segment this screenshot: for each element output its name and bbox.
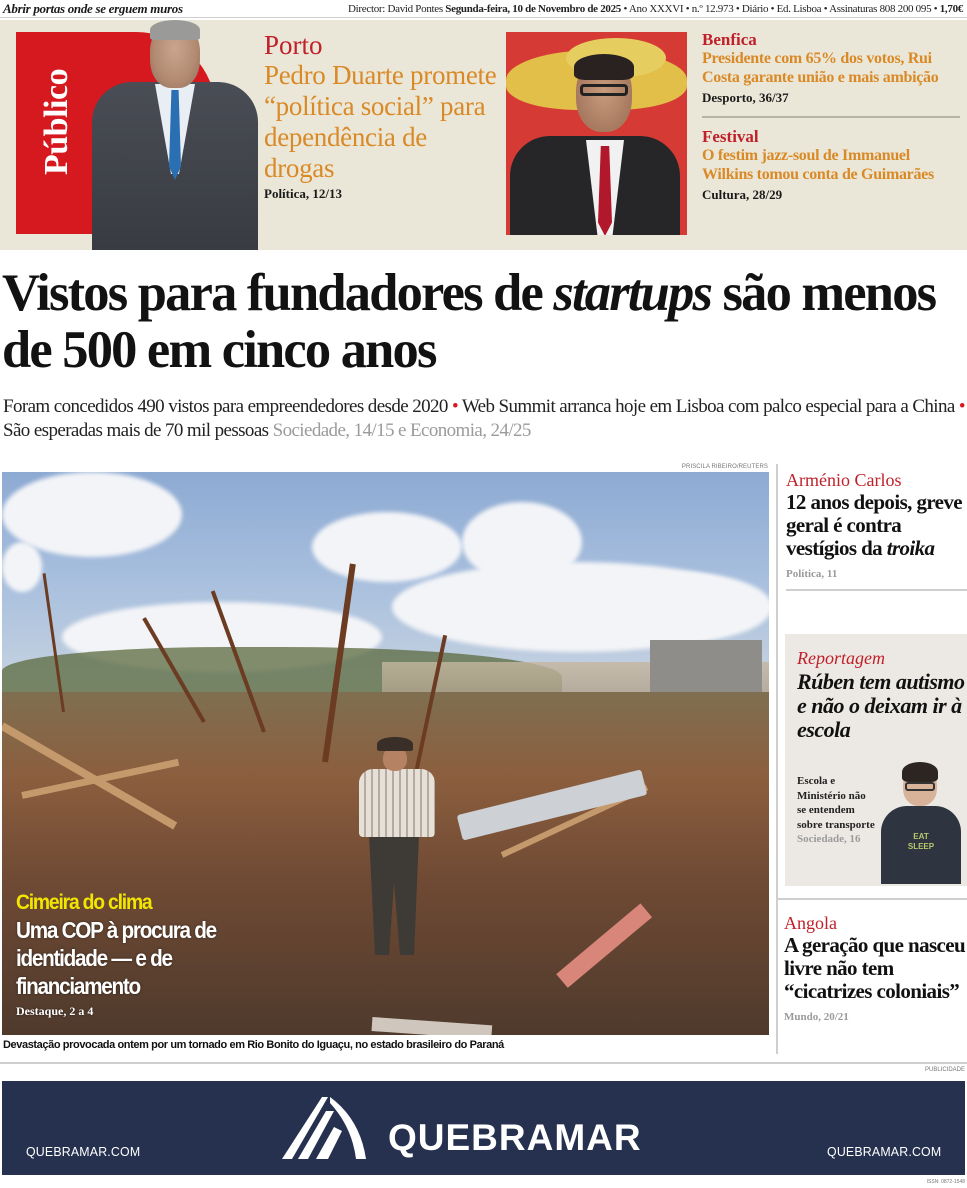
headline-italic: startups [553, 264, 712, 322]
divider [786, 589, 967, 591]
rc-kicker: Arménio Carlos [786, 470, 902, 490]
side-headline: O festim jazz-soul de Immanuel Wilkins tomou conta de Guimarães [702, 147, 934, 183]
overlay-page-ref: Destaque, 2 a 4 [16, 1004, 94, 1018]
masthead-strip [0, 0, 967, 18]
rc-kicker: Angola [784, 913, 837, 933]
sub-item: São esperadas mais de 70 mil pessoas [3, 420, 269, 441]
report-kicker: Reportagem [797, 648, 885, 668]
ad-label: PUBLICIDADE [924, 1067, 965, 1073]
price: 1,70€ [939, 2, 963, 15]
main-headline[interactable] [2, 265, 952, 379]
man-figure [347, 737, 447, 967]
issn: ISSN: 0872-1548 [926, 1179, 965, 1185]
quebramar-ad[interactable] [2, 1081, 965, 1175]
story-reportagem[interactable] [785, 634, 967, 886]
side-page-ref: Cultura, 28/29 [702, 187, 783, 202]
side-story-festival[interactable] [702, 116, 960, 209]
ad-divider [0, 1062, 967, 1064]
side-page-ref: Desporto, 36/37 [702, 90, 789, 105]
header-side-stories [702, 30, 960, 209]
deck-text: Escola e Ministério não se entendem sobre transporte [797, 775, 875, 831]
rc-headline: A geração que nasceu livre não tem “cicatrizes coloniais” [784, 933, 966, 1003]
ad-url-right[interactable]: QUEBRAMAR.COM [826, 1144, 941, 1159]
main-subline [3, 395, 965, 443]
header-band [0, 20, 967, 250]
bullet-icon: • [451, 396, 459, 417]
overlay-headline: Uma COP à procura de identidade — e de financiamento [16, 917, 216, 999]
side-headline: Presidente com 65% dos votos, Rui Costa garante união e mais ambição [702, 50, 939, 86]
photo-caption: Devastação provocada ontem por um tornado em Rio Bonito do Iguaçu, no estado brasileiro do Paraná [3, 1039, 504, 1051]
story-angola[interactable] [776, 898, 967, 1023]
report-page-ref: Sociedade, 16 [797, 833, 861, 845]
cop-climate-story[interactable] [16, 890, 256, 1019]
sub-item: Web Summit arranca hoje em Lisboa com palco especial para a China [461, 396, 955, 417]
rc-page-ref: Política, 11 [786, 568, 838, 580]
main-page-ref: Sociedade, 14/15 e Economia, 24/25 [272, 420, 531, 441]
slogan: Abrir portas onde se erguem muros [3, 0, 183, 16]
side-kicker: Benfica [702, 30, 757, 49]
side-kicker: Festival [702, 127, 759, 146]
headline-text: 12 anos depois, greve geral é contra vestígios da [786, 490, 963, 560]
report-headline: Rúben tem autismo e não o deixam ir à escola [797, 669, 965, 742]
lead-headline: Pedro Duarte promete “política social” para dependência de drogas [264, 60, 497, 183]
overlay-kicker: Cimeira do clima [16, 891, 152, 914]
sub-item: Foram concedidos 490 vistos para empreendedores desde 2020 [3, 396, 448, 417]
rc-headline [786, 491, 967, 560]
headline-italic: troika [886, 536, 935, 560]
side-story-benfica[interactable] [702, 30, 960, 112]
bullet-icon: • [958, 396, 965, 417]
ruben-photo [881, 762, 961, 884]
headline-text: Vistos para fundadores de [2, 264, 554, 322]
story-armenio-carlos[interactable] [778, 464, 967, 580]
quebramar-sail-icon [282, 1097, 372, 1159]
lead-page-ref: Política, 12/13 [264, 186, 342, 201]
header-lead-story[interactable] [264, 30, 499, 202]
issue-details: • Ano XXXVI • n.º 12.973 • Diário • Ed. Lisboa • Assinaturas 808 200 095 • [623, 2, 938, 15]
rc-page-ref: Mundo, 20/21 [784, 1011, 849, 1023]
masthead-info [348, 3, 963, 15]
report-deck [797, 774, 875, 847]
shirt-print: EAT SLEEP [907, 832, 935, 851]
benfica-photo [506, 32, 687, 235]
lead-photo-pedro-duarte [92, 20, 258, 250]
ad-url-left[interactable]: QUEBRAMAR.COM [26, 1144, 141, 1159]
headline-text: são menos de 500 em cinco anos [2, 264, 936, 379]
photo-credit: PRISCILA RIBEIRO/REUTERS [681, 464, 768, 470]
ad-brand: QUEBRAMAR [388, 1117, 642, 1158]
lead-kicker: Porto [264, 30, 323, 60]
director: Director: David Pontes [348, 2, 443, 15]
logo-wordmark: Público [38, 68, 75, 175]
issue-date: Segunda-feira, 10 de Novembro de 2025 [445, 2, 621, 15]
